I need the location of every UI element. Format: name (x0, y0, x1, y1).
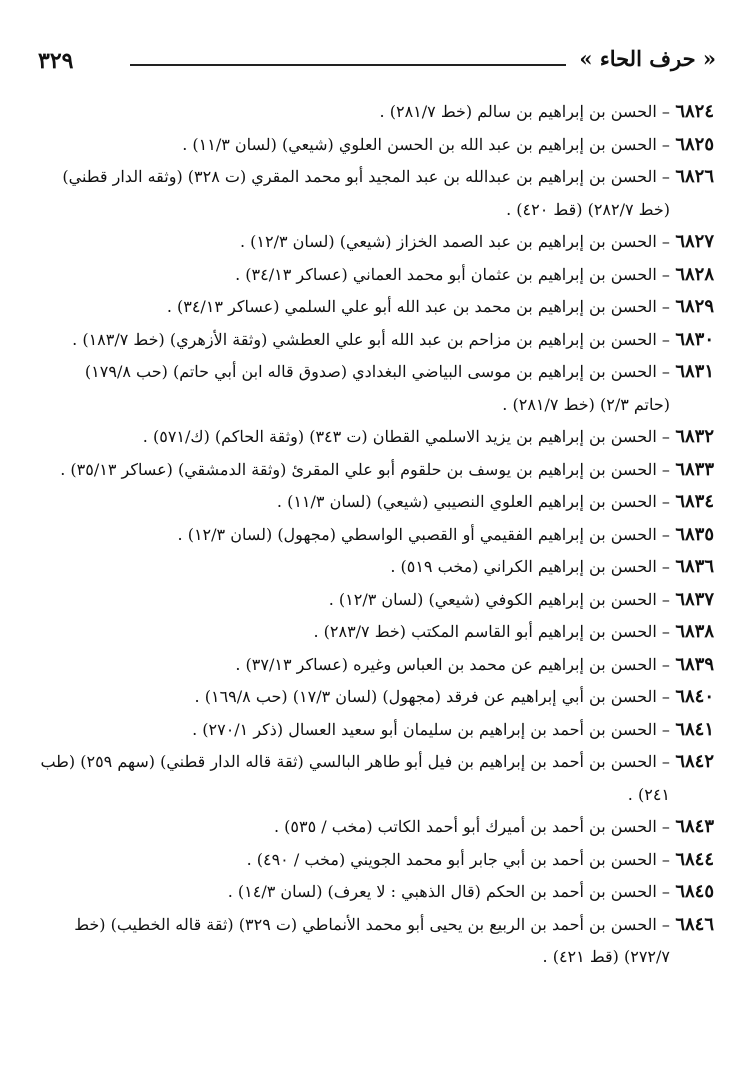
entry-text: – الحسن بن إبراهيم بن مزاحم بن عبد الله أبو علي العطشي (وثقة الأزهري) (خط ١٨٣/٧) . (72, 329, 670, 349)
entry-text: – الحسن بن إبراهيم بن عبد الصمد الخزاز (شيعي) (لسان ١٢/٣) . (239, 232, 670, 251)
entry-number: ٦٨٤٦ (675, 913, 714, 935)
entry-item (32, 616, 714, 649)
entry-text: – الحسن بن إبراهيم بن عبدالله بن عبد المجيد أبو محمد المقري (ت ٣٢٨) (وثقه الدار قطني) (62, 167, 670, 186)
entry-number: ٦٨٢٥ (675, 133, 714, 155)
entry-item (32, 844, 714, 877)
entry-item (32, 96, 714, 129)
entry-text: – الحسن بن أحمد بن أميرك أبو أحمد الكاتب (مخب / ٥٣٥) . (273, 817, 670, 836)
entry-item (32, 454, 714, 487)
entry-text: – الحسن بن إبراهيم بن عبد الله بن الحسن العلوي (شيعي) (لسان ١١/٣) . (182, 134, 670, 154)
entry-item (32, 291, 714, 324)
entry-text: – الحسن بن إبراهيم بن عثمان أبو محمد العماني (عساكر ٣٤/١٣) . (235, 264, 670, 284)
entry-item (32, 129, 714, 162)
entry-text: – الحسن بن إبراهيم بن موسى البياضي البغدادي (صدوق قاله ابن أبي حاتم) (حب ١٧٩/٨) (84, 362, 670, 381)
entry-item (32, 746, 714, 779)
entry-text: – الحسن بن أحمد بن إبراهيم بن فيل أبو طاهر البالسي (ثقة قاله الدار قطني) (سهم ٢٥٩) (طب (40, 752, 670, 771)
entry-number: ٦٨٣٤ (675, 491, 714, 512)
entry-item (32, 259, 714, 292)
entry-number: ٦٨٢٩ (675, 296, 714, 317)
entry-number: ٦٨٤٤ (675, 848, 714, 870)
entry-number: ٦٨٤٠ (675, 686, 714, 707)
entry-number: ٦٨٤١ (675, 718, 714, 740)
entry-continuation: ٢٧٢/٧) (قط ٤٢١) . (542, 947, 670, 966)
entry-text: – الحسن بن إبراهيم عن محمد بن العباس وغيره (عساكر ٣٧/١٣) . (235, 654, 670, 674)
entry-item (32, 811, 714, 844)
entry-item (32, 519, 714, 552)
entry-number: ٦٨٤٥ (675, 881, 714, 902)
entry-text: – الحسن بن إبراهيم الكراني (مخب ٥١٩) . (390, 557, 670, 576)
entry-number: ٦٨٢٨ (675, 263, 714, 285)
entry-number: ٦٨٢٤ (675, 101, 714, 122)
entry-number: ٦٨٣٩ (675, 653, 714, 675)
header-rule (130, 64, 566, 66)
entry-item (32, 226, 714, 259)
entry-text: – الحسن بن إبراهيم الفقيمي أو القصبي الواسطي (مجهول) (لسان ١٢/٣) . (177, 524, 670, 544)
entry-text: – الحسن بن إبراهيم بن سالم (خط ٢٨١/٧) . (379, 102, 670, 121)
entry-text: – الحسن بن أحمد بن الربيع بن يحيى أبو محمد الأنماطي (ت ٣٢٩) (ثقة قاله الخطيب) (خط (74, 914, 670, 934)
entry-continuation: (خط ٢٨٢/٧) (قط ٤٢٠) . (506, 199, 670, 219)
entry-item (32, 649, 714, 682)
entry-item (32, 356, 714, 389)
entry-item (32, 551, 714, 584)
entry-continuation: (حاتم ٢/٣) (خط ٢٨١/٧) . (502, 394, 670, 414)
entry-text: – الحسن بن إبراهيم أبو القاسم المكتب (خط ٢٨٣/٧) . (313, 622, 670, 641)
entry-number: ٦٨٣٥ (675, 523, 714, 545)
entry-text: – الحسن بن إبراهيم بن محمد بن عبد الله أبو علي السلمي (عساكر ٣٤/١٣) . (166, 297, 670, 316)
entry-text: – الحسن بن أحمد بن الحكم (قال الذهبي : لا يعرف) (لسان ١٤/٣) . (227, 882, 670, 901)
page-number: ٣٢٩ (38, 48, 74, 74)
entry-item (32, 714, 714, 747)
entry-text: – الحسن بن أبي إبراهيم عن فرقد (مجهول) (لسان ١٧/٣) (حب ١٦٩/٨) . (194, 687, 670, 706)
entry-item (32, 584, 714, 617)
entry-number: ٦٨٣١ (675, 361, 714, 382)
entry-number: ٦٨٤٢ (675, 751, 714, 772)
entry-number: ٦٨٤٣ (675, 816, 714, 837)
entry-number: ٦٨٣٦ (675, 556, 714, 577)
entry-item (32, 876, 714, 909)
entry-number: ٦٨٣٢ (675, 426, 714, 447)
entry-number: ٦٨٣٠ (675, 328, 714, 350)
entry-item (32, 909, 714, 942)
entry-text: – الحسن بن إبراهيم بن يزيد الاسلمي القطان (ت ٣٤٣) (وثقة الحاكم) (ك/٥٧١) . (142, 427, 670, 446)
running-head: « حرف الحاء » (579, 46, 716, 71)
page-header (30, 40, 716, 80)
entry-number: ٦٨٣٨ (675, 621, 714, 642)
entry-number: ٦٨٣٣ (675, 458, 714, 480)
entry-text: – الحسن بن أحمد بن إبراهيم بن سليمان أبو سعيد العسال (ذكر ٢٧٠/١) . (192, 719, 670, 739)
entry-number: ٦٨٣٧ (675, 588, 714, 610)
entry-item (32, 161, 714, 194)
entry-item (32, 486, 714, 519)
entry-item (32, 324, 714, 357)
entry-text: – الحسن بن إبراهيم الكوفي (شيعي) (لسان ١٢/٣) . (328, 589, 670, 609)
entry-text: – الحسن بن إبراهيم بن يوسف بن حلقوم أبو علي المقرئ (وثقة الدمشقي) (عساكر ٣٥/١٣) . (60, 459, 670, 479)
entry-list (32, 96, 714, 974)
entry-text: – الحسن بن أحمد بن أبي جابر أبو محمد الجويني (مخب / ٤٩٠) . (246, 849, 670, 869)
entry-item (32, 421, 714, 454)
entry-number: ٦٨٢٧ (675, 231, 714, 252)
entry-number: ٦٨٢٦ (675, 166, 714, 187)
entry-text: – الحسن بن إبراهيم العلوي النصيبي (شيعي) (لسان ١١/٣) . (276, 492, 670, 511)
entry-item (32, 681, 714, 714)
entry-continuation: ٢٤١) . (627, 784, 670, 804)
